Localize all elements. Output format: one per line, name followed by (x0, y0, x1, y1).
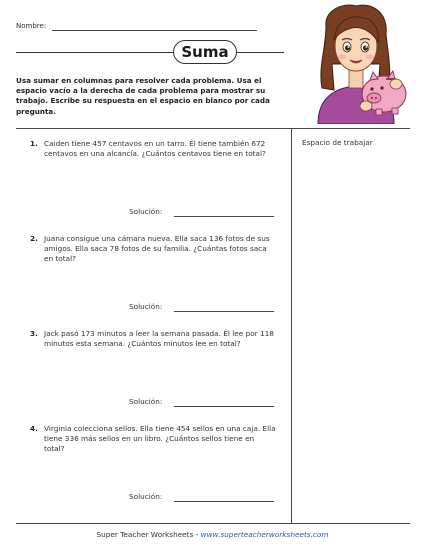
page-title: Suma (173, 40, 237, 64)
solution-label: Solución: (129, 492, 163, 501)
work-area-divider (291, 128, 292, 523)
solution-input-line[interactable] (174, 311, 274, 312)
problem-3 (16, 329, 284, 425)
name-label: Nombre: (16, 22, 47, 30)
name-input-line[interactable] (52, 30, 257, 31)
problem-number: 4. (30, 424, 38, 433)
solution-input-line[interactable] (174, 216, 274, 217)
solution-label: Solución: (129, 302, 163, 311)
footer-brand: Super Teacher Worksheets (96, 530, 194, 539)
problem-number: 2. (30, 234, 38, 243)
problem-number: 3. (30, 329, 38, 338)
problem-number: 1. (30, 139, 38, 148)
problem-2 (16, 234, 284, 330)
solution-label: Solución: (129, 397, 163, 406)
footer-url-link[interactable]: www.superteacherworksheets.com (200, 530, 329, 539)
title-rule (16, 52, 284, 53)
girl-with-piggy-bank-illustration (296, 4, 414, 124)
footer (0, 530, 425, 539)
solution-input-line[interactable] (174, 501, 274, 502)
footer-divider (16, 523, 410, 524)
header-divider (16, 128, 410, 129)
work-area-label: Espacio de trabajar (302, 138, 373, 147)
footer-separator: - (193, 530, 201, 539)
problem-text: Juana consigue una cámara nueva. Ella saca 136 fotos de sus amigos. Ella saca 78 fotos de su familia. ¿Cuántas fotos saca en total? (44, 234, 270, 264)
problem-1 (16, 139, 284, 235)
problem-text: Virginia colecciona sellos. Ella tiene 454 sellos en una caja. Ella tiene 336 más sellos en un libro. ¿Cuántos sellos tiene en total? (44, 424, 276, 454)
problem-4 (16, 424, 284, 520)
instructions: Usa sumar en columnas para resolver cada problema. Usa el espacio vacío a la derecha de cada problema para mostrar su trabajo. Escribe su respuesta en el espacio en blanco por cada pregunta. (16, 76, 270, 116)
problem-text: Caiden tiene 457 centavos en un tarro. Él tiene también 672 centavos en una alcancía. ¿Cuántos centavos tiene en total? (44, 139, 266, 159)
solution-input-line[interactable] (174, 406, 274, 407)
problem-text: Jack pasó 173 minutos a leer la semana pasada. Él lee por 118 minutos esta semana. ¿Cuántos minutos lee en total? (44, 329, 274, 349)
solution-label: Solución: (129, 207, 163, 216)
